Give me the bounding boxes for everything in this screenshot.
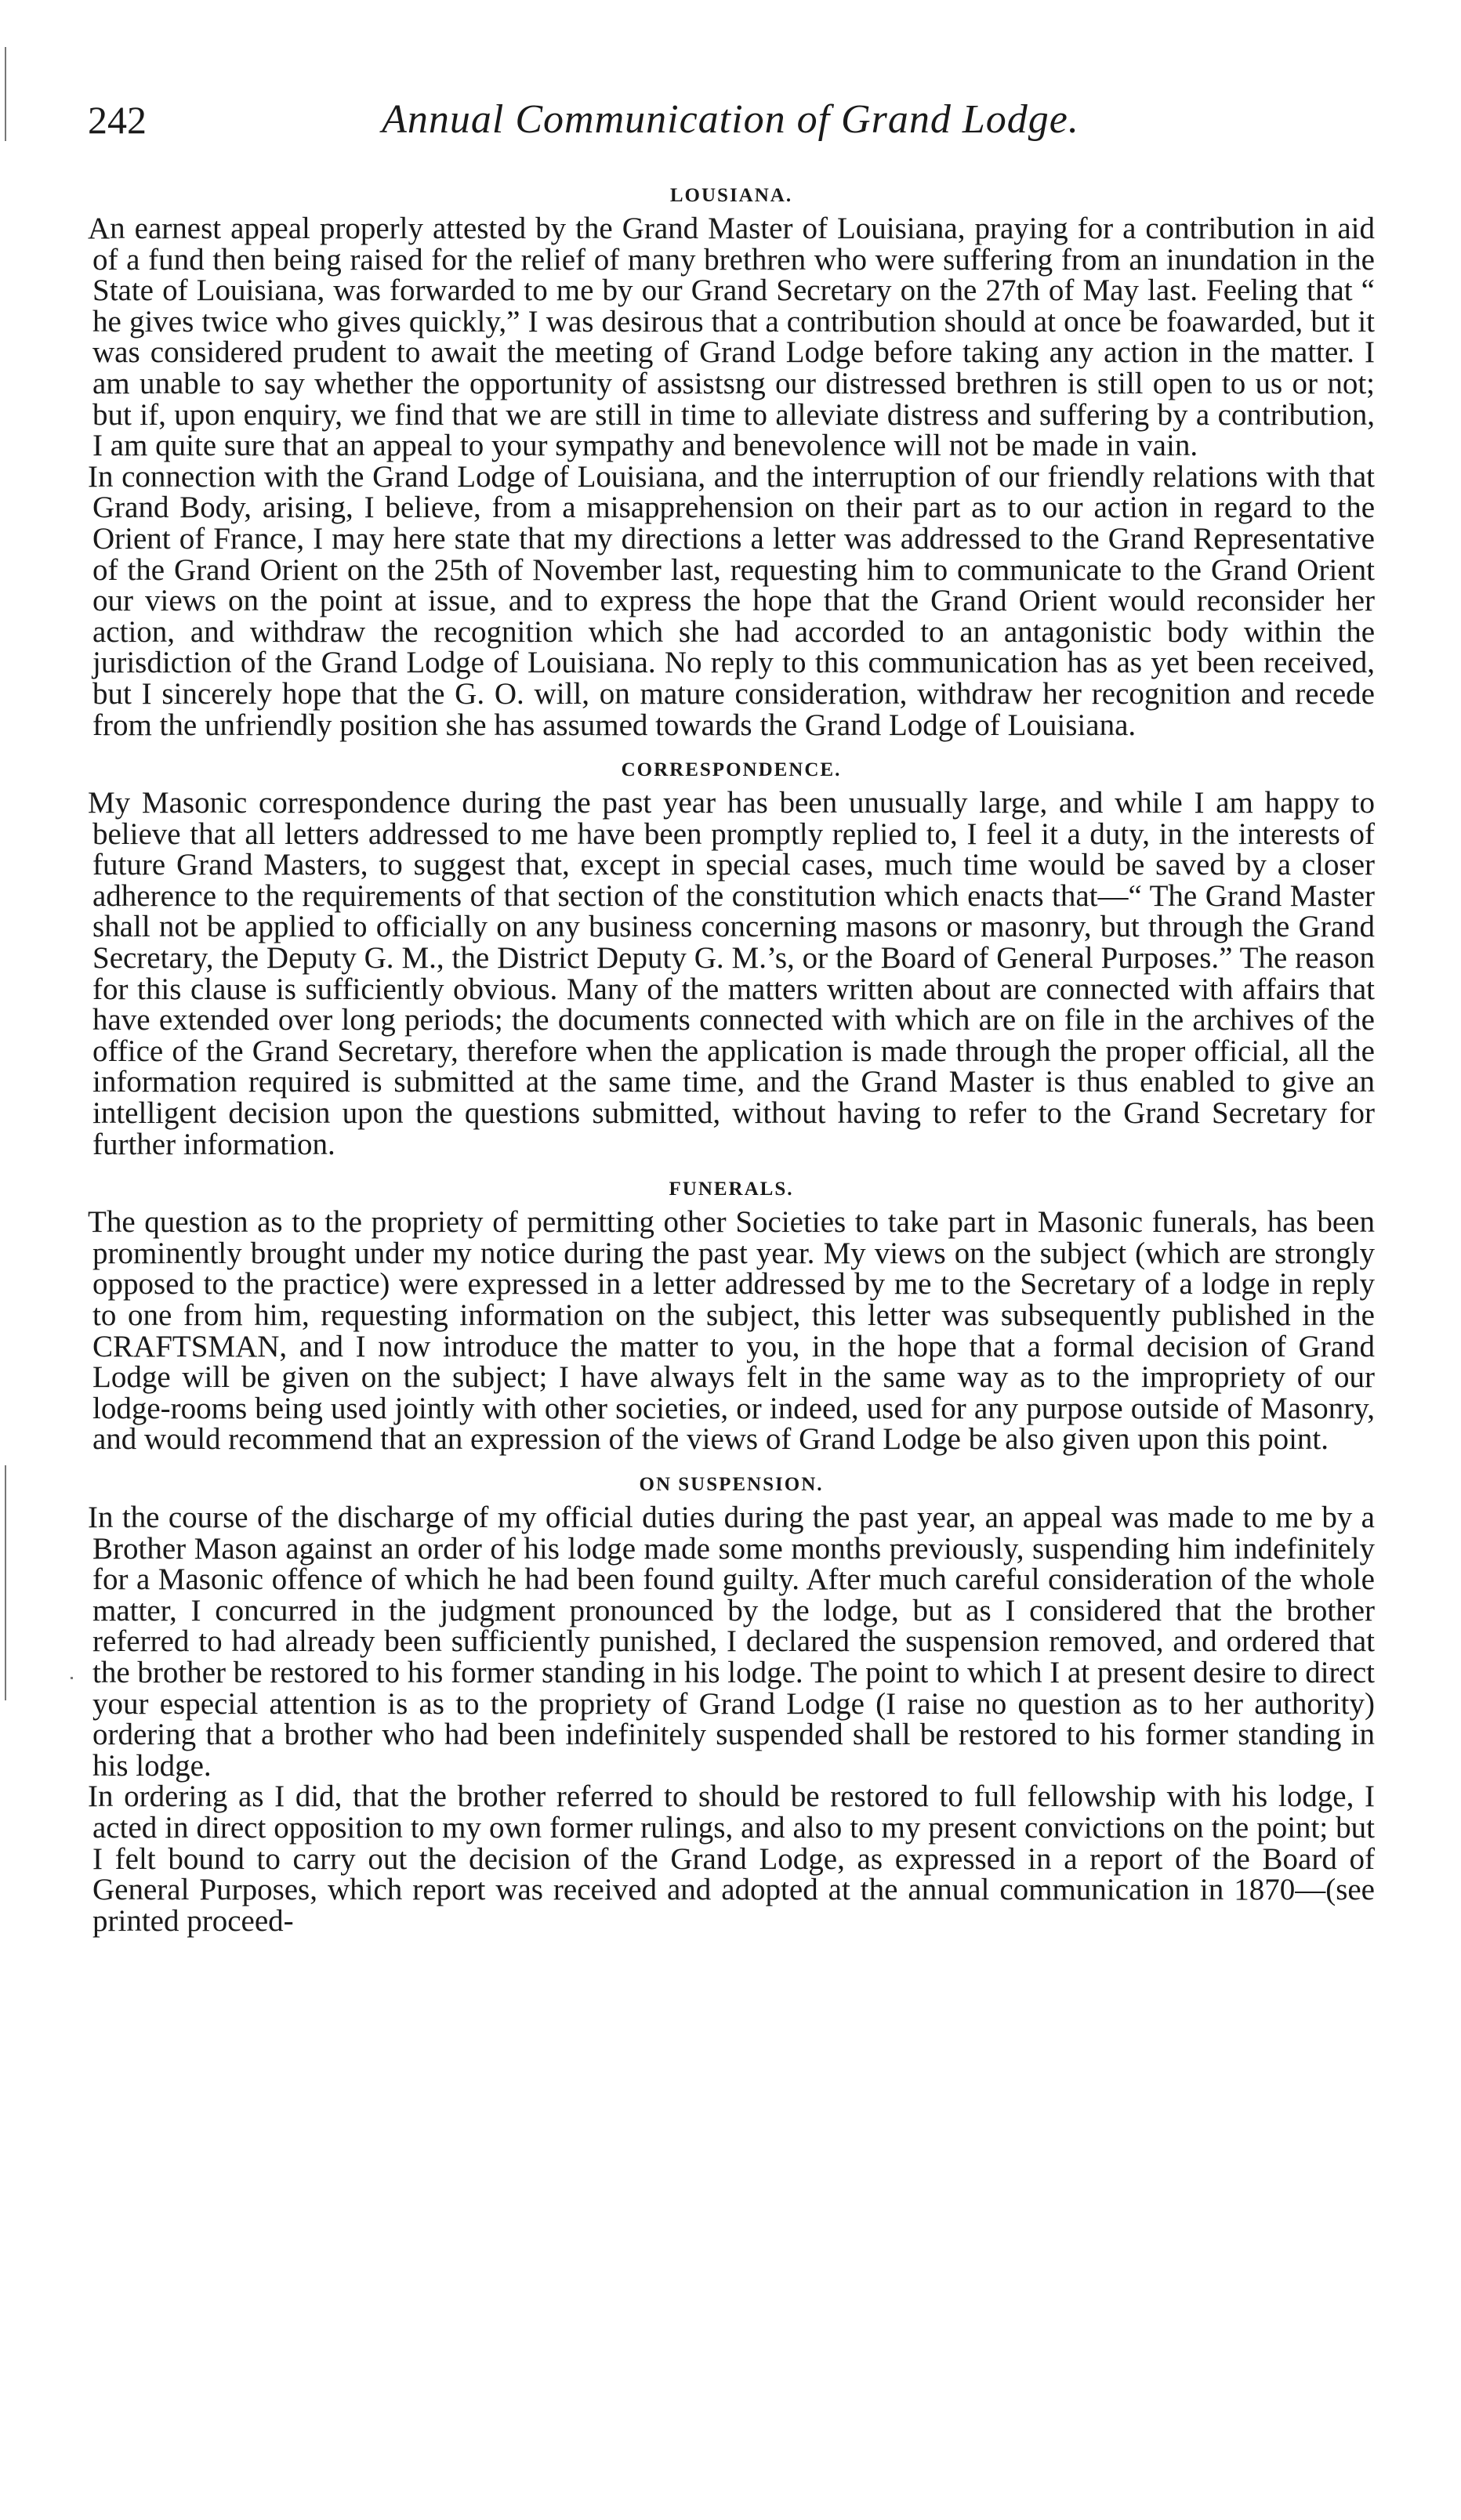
paragraph: My Masonic correspondence during the past year has been unusually large, and while I am happy to believe that all letters addressed to me have been promptly replied to, I feel it a duty, in the interests of future Grand Masters, to suggest that, except in special cases, much time would be saved by a closer adherence to the requirements of that section of the constitution which enacts that—“ The Grand Master shall not be applied to officially on any business concerning masons or masonry, but through the Grand Secretary, the Deputy G. M., the District Deputy G. M.’s, or the Board of General Purposes.” The reason for this clause is sufficiently obvious. Many of the matters written about are connected with affairs that have extended over long periods; the documents connected with which are on file in the archives of the office of the Grand Secretary, therefore when the application is made through the proper official, all the information required is submitted at the same time, and the Grand Master is thus enabled to give an intelligent decision upon the questions submitted, without having to refer to the Grand Secretary for further information. <box>88 786 1375 1161</box>
page-number: 242 <box>88 98 147 142</box>
paragraph: In the course of the discharge of my official duties during the past year, an appeal was made to me by a Brother Mason against an order of his lodge made some months previously, suspending him indefinitely for a Masonic offence of which he had been found guilty. After much careful consideration of the whole matter, I concurred in the judgment pronounced by the lodge, but as I considered that the brother referred to had already been sufficiently punished, I declared the suspension removed, and ordered that the brother be restored to his former standing in his lodge. The point to which I at present desire to direct your especial attention is as to the propriety of Grand Lodge (I raise no question as to her authority) ordering that a brother who had been indefinitely suspended shall be restored to his former standing in his lodge. <box>88 1500 1375 1783</box>
section-funerals <box>88 1171 1375 1455</box>
paragraph: An earnest appeal properly attested by the Grand Master of Louisiana, praying for a contribution in aid of a fund then being raised for the relief of many brethren who were suffering from an inundation in the State of Louisiana, was forwarded to me by our Grand Secretary on the 27th of May last. Feeling that “ he gives twice who gives quickly,” I was desirous that a contribution should at once be foawarded, but it was considered prudent to await the meeting of Grand Lodge before taking any action in the matter. I am unable to say whether the opportunity of assistsng our distressed brethren is still open to us or not; but if, upon enquiry, we find that we are still in time to alleviate distress and suffering by a contribution, I am quite sure that an appeal to your sympathy and benevolence will not be made in vain. <box>88 212 1375 463</box>
section-heading: ON SUSPENSION. <box>639 1473 824 1495</box>
page-header <box>88 92 1373 155</box>
section-correspondence <box>88 751 1375 1160</box>
section-heading: LOUSIANA. <box>669 185 793 206</box>
running-title: Annual Communication of Grand Lodge. <box>382 97 1079 142</box>
scan-mark <box>5 1465 6 1700</box>
section-heading: CORRESPONDENCE. <box>621 759 842 781</box>
section-on-suspension <box>88 1466 1375 1936</box>
page-body <box>88 177 1375 1936</box>
scan-mark <box>71 1677 73 1679</box>
scan-mark <box>5 47 6 141</box>
section-louisiana <box>88 177 1375 740</box>
paragraph: In ordering as I did, that the brother referred to should be restored to full fellowship with his lodge, I acted in direct opposition to my own former rulings, and also to my present convictions on the point; but I felt bound to carry out the decision of the Grand Lodge, as expressed in a report of the Board of General Purposes, which report was received and adopted at the annual communication in 1870—(see printed proceed- <box>88 1780 1375 1938</box>
paragraph: In connection with the Grand Lodge of Louisiana, and the interruption of our friendly relations with that Grand Body, arising, I believe, from a misapprehension on their part as to our action in regard to the Orient of France, I may here state that my directions a letter was addressed to the Grand Representative of the Grand Orient on the 25th of November last, requesting him to communicate to the Grand Orient our views on the point at issue, and to express the hope that the Grand Orient would reconsider her action, and withdraw the recognition which she had accorded to an antagonistic body within the jurisdiction of the Grand Lodge of Louisiana. No reply to this communication has as yet been received, but I sincerely hope that the G. O. will, on mature consideration, withdraw her recognition and recede from the unfriendly position she has assumed towards the Grand Lodge of Louisiana. <box>88 459 1375 742</box>
paragraph: The question as to the propriety of permitting other Societies to take part in Masonic funerals, has been prominently brought under my notice during the past year. My views on the subject (which are strongly opposed to the practice) were expressed in a letter addressed by me to the Secretary of a lodge in reply to one from him, requesting information on the subject, this letter was subsequently published in the CRAFTSMAN, and I now introduce the matter to you, in the hope that a formal decision of Grand Lodge will be given on the subject; I have always felt in the same way as to the impropriety of our lodge-rooms being used jointly with other societies, or indeed, used for any purpose outside of Masonry, and would recommend that an expression of the views of Grand Lodge be also given upon this point. <box>88 1205 1375 1457</box>
section-heading: FUNERALS. <box>669 1179 794 1200</box>
